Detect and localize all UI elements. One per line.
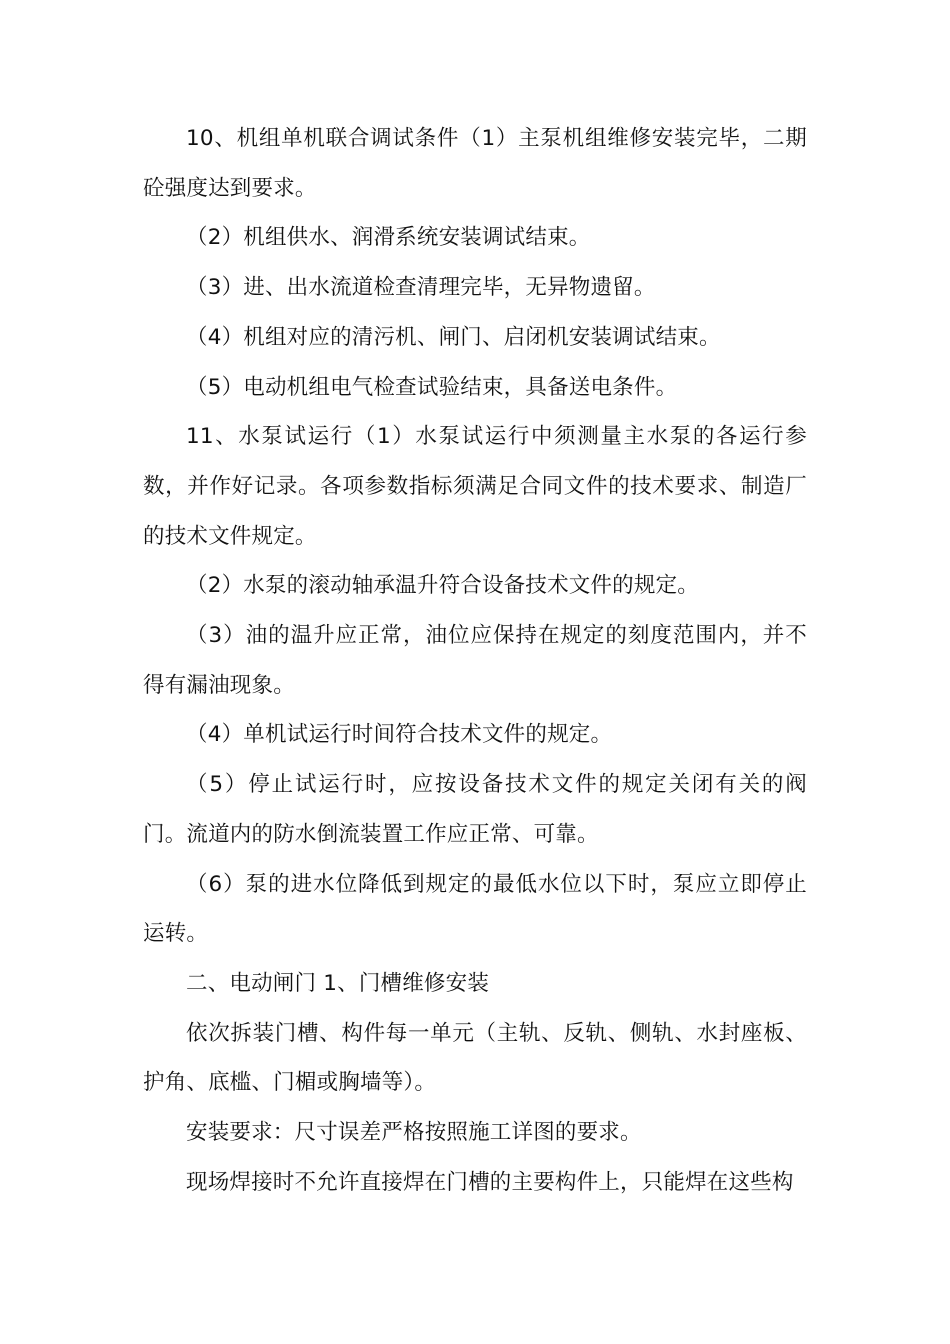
paragraph-water-lubrication-system: （2）机组供水、润滑系统安装调试结束。 (186, 225, 591, 251)
paragraph-unit-joint-debug-conditions: 10、机组单机联合调试条件（1）主泵机组维修安装完毕，二期砼强度达到要求。 (143, 126, 807, 201)
section-heading-electric-gate: 二、电动闸门 1、门槽维修安装 (186, 970, 490, 996)
paragraph-trash-rack-gate-hoist: （4）机组对应的清污机、闸门、启闭机安装调试结束。 (186, 324, 721, 350)
paragraph-flow-channel-cleanup: （3）进、出水流道检查清理完毕，无异物遗留。 (186, 275, 656, 301)
document-body (143, 114, 807, 1207)
paragraph-on-site-welding: 现场焊接时不允许直接焊在门槽的主要构件上，只能焊在这些构 (186, 1169, 794, 1195)
paragraph-low-water-level-stop: （6）泵的进水位降低到规定的最低水位以下时，泵应立即停止运转。 (143, 871, 807, 947)
paragraph-bearing-temperature: （2）水泵的滚动轴承温升符合设备技术文件的规定。 (186, 573, 699, 599)
paragraph-trial-run-duration: （4）单机试运行时间符合技术文件的规定。 (186, 722, 613, 748)
paragraph-installation-requirements: 安装要求：尺寸误差严格按照施工详图的要求。 (186, 1120, 642, 1146)
paragraph-oil-temperature-level: （3）油的温升应正常，油位应保持在规定的刻度范围内，并不得有漏油现象。 (143, 623, 807, 698)
paragraph-gate-slot-components: 依次拆装门槽、构件每一单元（主轨、反轨、侧轨、水封座板、护角、底槛、门楣或胸墙等）。 (143, 1020, 807, 1096)
paragraph-stop-trial-run: （5）停止试运行时，应按设备技术文件的规定关闭有关的阀门。流道内的防水倒流装置工作应正常、可靠。 (143, 772, 807, 847)
paragraph-pump-trial-run: 11、水泵试运行（1）水泵试运行中须测量主水泵的各运行参数，并作好记录。各项参数指标须满足合同文件的技术要求、制造厂的技术文件规定。 (143, 424, 807, 549)
paragraph-electrical-test: （5）电动机组电气检查试验结束，具备送电条件。 (186, 374, 678, 400)
